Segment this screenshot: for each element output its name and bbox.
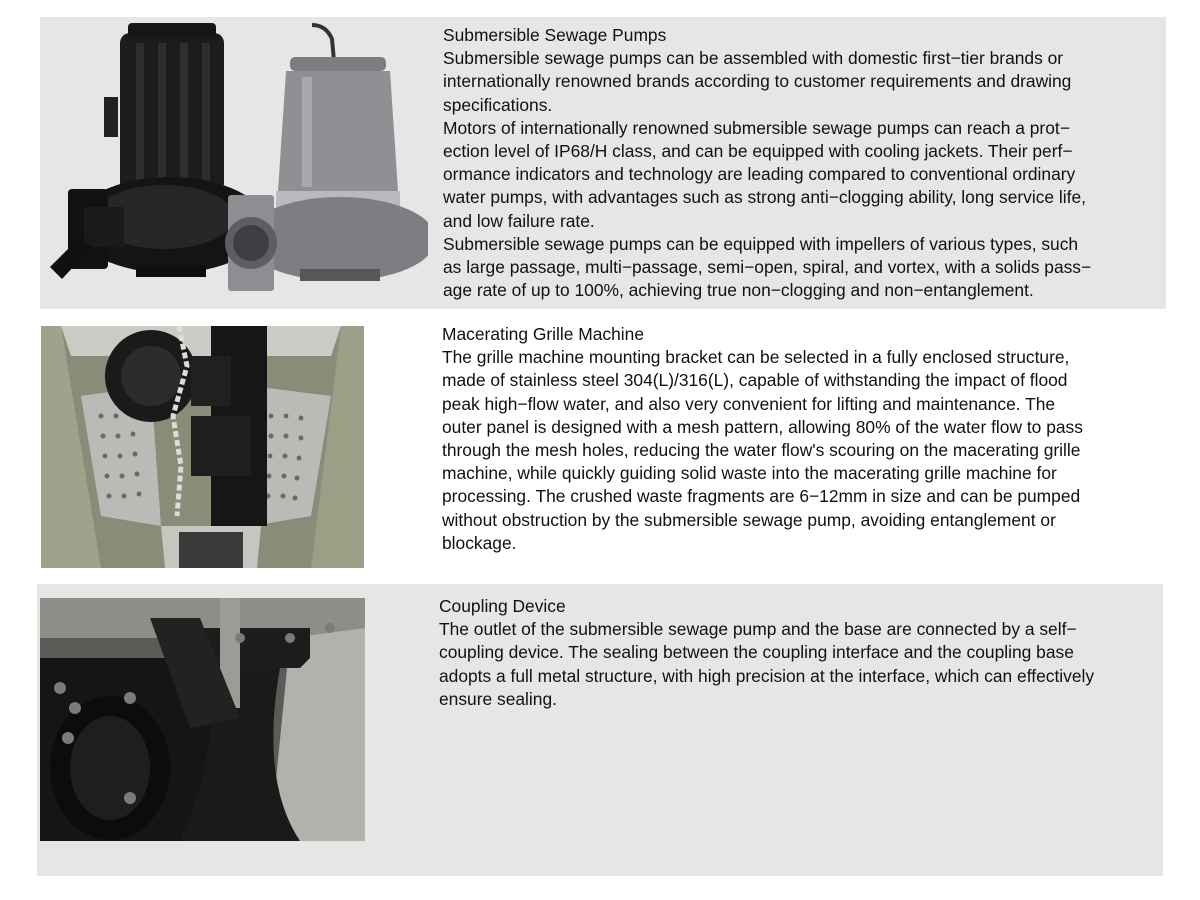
text-line: through the mesh holes, reducing the water flow's scouring on the macerating grille — [442, 440, 1081, 461]
text-line: ection level of IP68/H class, and can be equipped with cooling jackets. Their perf− — [443, 141, 1073, 162]
text-line: as large passage, multi−passage, semi−open, spiral, and vortex, with a solids pass− — [443, 257, 1092, 278]
sewage-pumps-text — [443, 24, 1091, 302]
text-line: without obstruction by the submersible sewage pump, avoiding entanglement or — [442, 509, 1056, 530]
text-line: made of stainless steel 304(L)/316(L), capable of withstanding the impact of flood — [442, 370, 1068, 391]
text-line: machine, while quickly guiding solid waste into the macerating grille machine for — [442, 463, 1057, 484]
text-line: Submersible sewage pumps can be equipped with impellers of various types, such — [443, 233, 1079, 254]
section-submersible-sewage-pumps — [40, 17, 1166, 309]
text-line: internationally renowned brands according to customer requirements and drawing — [443, 71, 1072, 92]
grille-machine-text — [442, 323, 1083, 555]
text-line: peak high−flow water, and also very convenient for lifting and maintenance. The — [442, 393, 1056, 414]
text-line: adopts a full metal structure, with high precision at the interface, which can effectively — [439, 665, 1095, 686]
section-macerating-grille-machine — [40, 320, 1166, 572]
coupling-device-text — [439, 595, 1094, 711]
text-line: The outlet of the submersible sewage pump and the base are connected by a self− — [439, 619, 1077, 640]
grille-machine-photo — [41, 326, 364, 568]
text-line: age rate of up to 100%, achieving true non−clogging and non−entanglement. — [443, 280, 1034, 301]
text-line: outer panel is designed with a mesh pattern, allowing 80% of the water flow to pass — [442, 416, 1083, 437]
section-title: Coupling Device — [439, 596, 566, 616]
section-title: Macerating Grille Machine — [442, 324, 645, 344]
section-coupling-device — [37, 584, 1163, 876]
text-line: coupling device. The sealing between the coupling interface and the coupling base — [439, 642, 1074, 663]
coupling-device-photo — [40, 598, 365, 841]
text-line: The grille machine mounting bracket can be selected in a fully enclosed structure, — [442, 347, 1070, 368]
text-line: specifications. — [443, 94, 553, 115]
text-line: processing. The crushed waste fragments are 6−12mm in size and can be pumped — [442, 486, 1081, 507]
text-line: water pumps, with advantages such as strong anti−clogging ability, long service life, — [443, 187, 1086, 208]
sewage-pumps-photo — [40, 17, 428, 309]
text-line: blockage. — [442, 532, 517, 553]
text-line: Submersible sewage pumps can be assembled with domestic first−tier brands or — [443, 48, 1064, 69]
text-line: ormance indicators and technology are leading compared to conventional ordinary — [443, 164, 1076, 185]
text-line: and low failure rate. — [443, 210, 595, 231]
section-title: Submersible Sewage Pumps — [443, 25, 667, 45]
text-line: ensure sealing. — [439, 688, 557, 709]
text-line: Motors of internationally renowned submersible sewage pumps can reach a prot− — [443, 117, 1070, 138]
